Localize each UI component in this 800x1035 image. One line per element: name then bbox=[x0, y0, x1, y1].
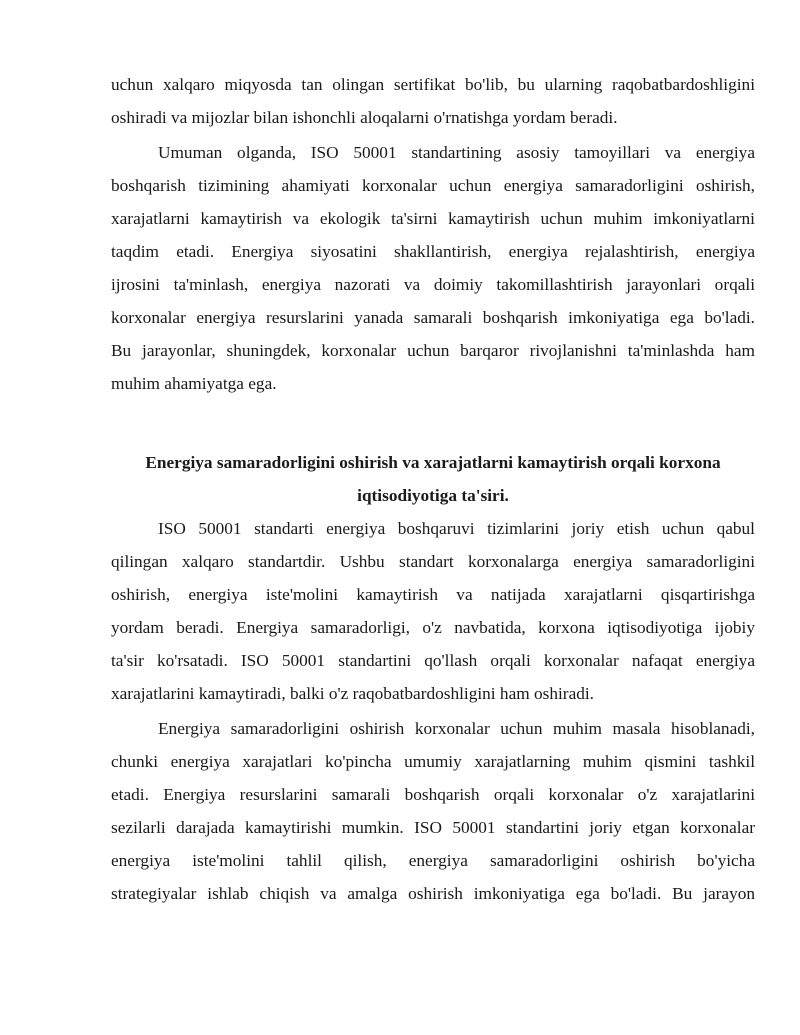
text-line: qilingan xalqaro standartdir. Ushbu standart korxonalarga energiya samaradorligini bbox=[111, 552, 755, 571]
text-line: uchun xalqaro miqyosda tan olingan sertifikat bo'lib, bu ularning raqobatbardoshligini bbox=[111, 75, 755, 94]
text-line: korxonalar energiya resurslarini yanada samarali boshqarish imkoniyatiga ega bo'ladi. bbox=[111, 308, 755, 327]
text-line: sezilarli darajada kamaytirishi mumkin. ISO 50001 standartini joriy etgan korxonalar bbox=[111, 818, 755, 837]
text-line: Energiya samaradorligini oshirish korxonalar uchun muhim masala hisoblanadi, bbox=[158, 719, 755, 738]
paragraph-continuation bbox=[111, 68, 755, 134]
text-line: yordam beradi. Energiya samaradorligi, o'z navbatida, korxona iqtisodiyotiga ijobiy bbox=[111, 618, 755, 637]
text-line: xarajatlarni kamaytirish va ekologik ta'sirni kamaytirish uchun muhim imkoniyatlarni bbox=[111, 209, 755, 228]
text-line: chunki energiya xarajatlari ko'pincha umumiy xarajatlarning muhim qismini tashkil bbox=[111, 752, 755, 771]
text-line: oshirish, energiya iste'molini kamaytirish va natijada xarajatlarni qisqartirishga bbox=[111, 585, 755, 604]
section-heading bbox=[111, 446, 755, 512]
text-line: oshiradi va mijozlar bilan ishonchli aloqalarni o'rnatishga yordam beradi. bbox=[111, 108, 618, 127]
text-line: ISO 50001 standarti energiya boshqaruvi tizimlarini joriy etish uchun qabul bbox=[158, 519, 755, 538]
text-line: Bu jarayonlar, shuningdek, korxonalar uchun barqaror rivojlanishni ta'minlashda ham bbox=[111, 341, 755, 360]
heading-line: Energiya samaradorligini oshirish va xarajatlarni kamaytirish orqali korxona bbox=[145, 453, 721, 472]
paragraph-efficiency bbox=[111, 712, 755, 910]
heading-line: iqtisodiyotiga ta'siri. bbox=[357, 486, 509, 505]
paragraph-summary bbox=[111, 136, 755, 400]
text-line: ijrosini ta'minlash, energiya nazorati va doimiy takomillashtirish jarayonlari orqali bbox=[111, 275, 755, 294]
text-line: strategiyalar ishlab chiqish va amalga oshirish imkoniyatiga ega bo'ladi. Bu jarayon bbox=[111, 884, 755, 903]
text-line: energiya iste'molini tahlil qilish, energiya samaradorligini oshirish bo'yicha bbox=[111, 851, 755, 870]
paragraph-iso-standard bbox=[111, 512, 755, 710]
text-line: xarajatlarini kamaytiradi, balki o'z raqobatbardoshligini ham oshiradi. bbox=[111, 684, 594, 703]
document-body bbox=[111, 68, 755, 910]
text-line: ta'sir ko'rsatadi. ISO 50001 standartini qo'llash orqali korxonalar nafaqat energiya bbox=[111, 651, 755, 670]
text-line: Umuman olganda, ISO 50001 standartining asosiy tamoyillari va energiya bbox=[158, 143, 755, 162]
text-line: muhim ahamiyatga ega. bbox=[111, 374, 277, 393]
text-line: taqdim etadi. Energiya siyosatini shakllantirish, energiya rejalashtirish, energiya bbox=[111, 242, 755, 261]
text-line: boshqarish tizimining ahamiyati korxonalar uchun energiya samaradorligini oshirish, bbox=[111, 176, 755, 195]
text-line: etadi. Energiya resurslarini samarali boshqarish orqali korxonalar o'z xarajatlarini bbox=[111, 785, 755, 804]
